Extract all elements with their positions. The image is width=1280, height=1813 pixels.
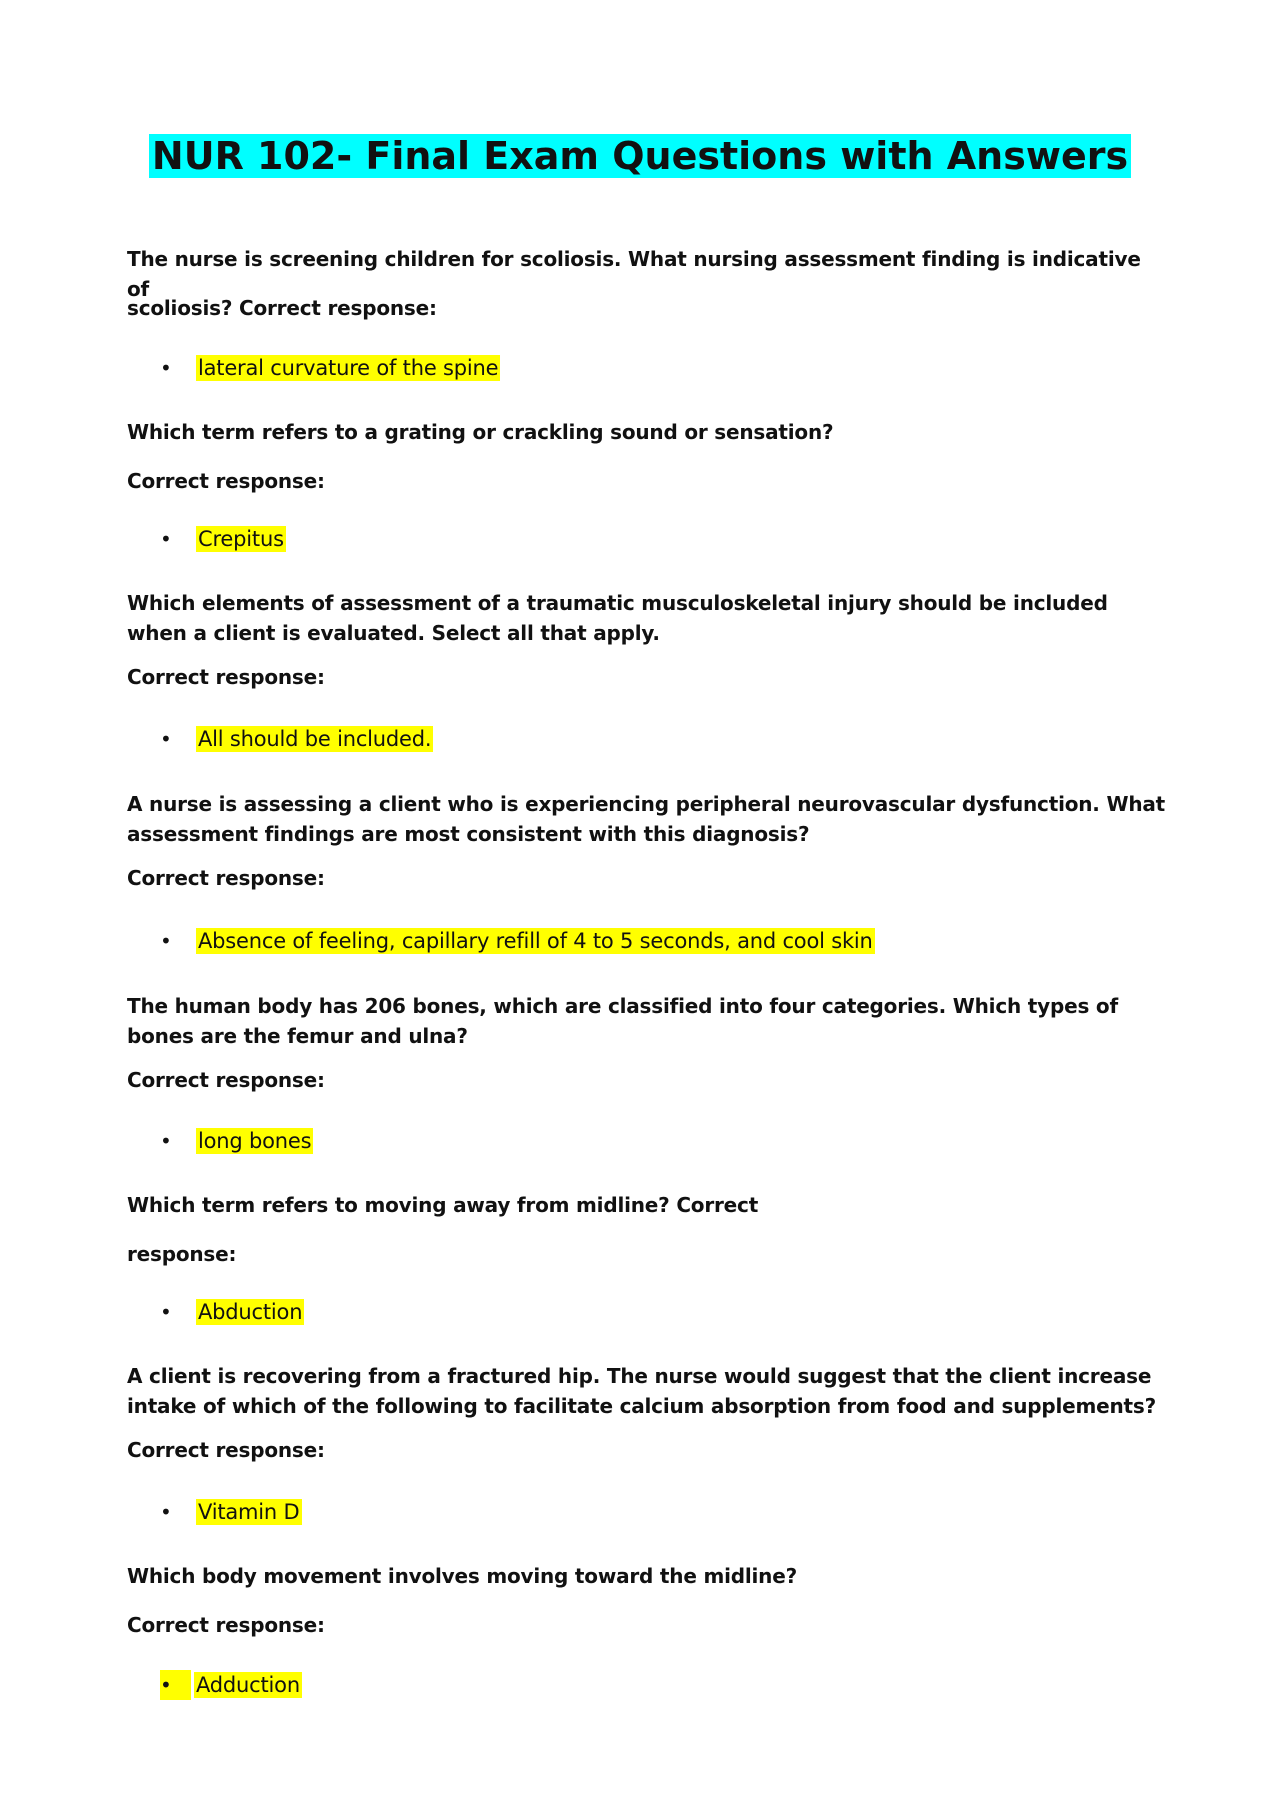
question-1-line-2: scoliosis? Correct response: bbox=[127, 296, 437, 320]
bullet-icon: • bbox=[160, 1129, 172, 1153]
question-5-label: Correct response: bbox=[127, 1068, 325, 1092]
answer-2-text: Crepitus bbox=[198, 527, 284, 551]
question-4-label: Correct response: bbox=[127, 866, 325, 890]
question-1-line-1: The nurse is screening children for scoliosis. What nursing assessment finding is indicative of bbox=[127, 247, 1141, 301]
question-7: A client is recovering from a fractured hip. The nurse would suggest that the client increase intake of which of the following to facilitate calcium absorption from food and supplements? bbox=[127, 1364, 1157, 1418]
answer-5 bbox=[160, 1126, 313, 1156]
title-highlight: NUR 102- Final Exam Questions with Answers bbox=[149, 134, 1131, 178]
question-6-line-1: Which term refers to moving away from midline? Correct bbox=[127, 1193, 759, 1217]
answer-7 bbox=[160, 1497, 302, 1527]
question-3: Which elements of assessment of a traumatic musculoskeletal injury should be included when a client is evaluated. Select all that apply. bbox=[127, 591, 1108, 645]
document-title bbox=[0, 128, 1280, 184]
question-8-label: Correct response: bbox=[127, 1613, 325, 1637]
question-4: A nurse is assessing a client who is experiencing peripheral neurovascular dysfunction. What assessment findings are most consistent with this diagnosis? bbox=[127, 792, 1166, 846]
bullet-icon: • bbox=[160, 929, 172, 953]
answer-5-text: long bones bbox=[198, 1129, 312, 1153]
answer-1 bbox=[160, 353, 500, 383]
answer-8 bbox=[160, 1670, 302, 1700]
question-5: The human body has 206 bones, which are classified into four categories. Which types of bones are the femur and ulna? bbox=[127, 994, 1118, 1048]
bullet-icon: • bbox=[160, 727, 172, 751]
bullet-icon: • bbox=[160, 356, 172, 380]
question-2: Which term refers to a grating or crackling sound or sensation? bbox=[127, 420, 834, 444]
bullet-icon: • bbox=[160, 1300, 172, 1324]
answer-3-text: All should be included. bbox=[198, 727, 432, 751]
question-3-label: Correct response: bbox=[127, 665, 325, 689]
answer-6-text: Abduction bbox=[198, 1300, 303, 1324]
answer-8-text: Adduction bbox=[196, 1673, 300, 1697]
question-2-label: Correct response: bbox=[127, 469, 325, 493]
bullet-icon: • bbox=[160, 1500, 172, 1524]
bullet-icon: • bbox=[160, 1670, 191, 1700]
answer-6 bbox=[160, 1297, 304, 1327]
question-7-label: Correct response: bbox=[127, 1438, 325, 1462]
answer-3 bbox=[160, 724, 433, 754]
answer-2 bbox=[160, 524, 286, 554]
answer-4 bbox=[160, 926, 875, 956]
bullet-icon: • bbox=[160, 527, 172, 551]
answer-7-text: Vitamin D bbox=[198, 1500, 300, 1524]
question-6-line-2: response: bbox=[127, 1242, 237, 1266]
answer-1-text: lateral curvature of the spine bbox=[198, 356, 499, 380]
answer-4-text: Absence of feeling, capillary refill of 4 to 5 seconds, and cool skin bbox=[198, 929, 873, 953]
question-8: Which body movement involves moving toward the midline? bbox=[127, 1564, 797, 1588]
